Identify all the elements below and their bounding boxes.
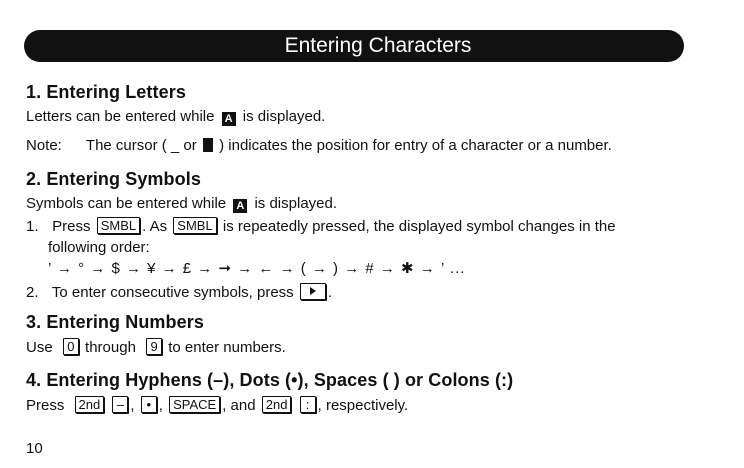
numbers-paragraph xyxy=(26,338,286,356)
colon-key: : xyxy=(300,396,316,413)
letters-paragraph xyxy=(26,108,325,126)
space-key: SPACE xyxy=(169,396,220,413)
second-key: 2nd xyxy=(262,396,292,413)
symbols-paragraph xyxy=(26,195,337,213)
smbl-key: SMBL xyxy=(97,217,140,234)
note-text-post: ) indicates the position for entry of a character or a number. xyxy=(219,137,612,154)
use-text: Use xyxy=(26,339,53,356)
smbl-key: SMBL xyxy=(173,217,216,234)
step-number: 2. xyxy=(26,284,39,301)
step-press-text: Press xyxy=(52,218,91,235)
symbols-text-post: is displayed. xyxy=(254,195,338,212)
play-triangle-icon xyxy=(310,287,316,295)
note-text-pre: The cursor ( _ or xyxy=(85,137,197,154)
step-2-text: To enter consecutive symbols, press xyxy=(51,284,294,301)
page-number: 10 xyxy=(26,440,43,457)
heading-entering-hyphens: 4. Entering Hyphens (–), Dots (•), Spaces ( ) or Colons (:) xyxy=(26,370,514,390)
alpha-indicator-icon: A xyxy=(222,112,236,126)
letters-text-pre: Letters can be entered while xyxy=(26,108,215,125)
and-text: , and xyxy=(222,397,256,414)
hyphens-paragraph xyxy=(26,396,408,414)
symbols-step-2 xyxy=(26,283,332,301)
step-number: 1. xyxy=(26,218,39,235)
press-text: Press xyxy=(26,397,65,414)
second-key: 2nd xyxy=(75,396,105,413)
heading-entering-numbers: 3. Entering Numbers xyxy=(26,312,204,332)
comma: , xyxy=(158,397,163,414)
alpha-indicator-icon: A xyxy=(233,199,247,213)
note-label: Note: xyxy=(26,137,62,154)
heading-entering-letters: 1. Entering Letters xyxy=(26,82,186,102)
banner-title: Entering Characters xyxy=(284,34,472,57)
nine-key: 9 xyxy=(146,338,162,355)
through-text: through xyxy=(85,339,136,356)
comma: , xyxy=(130,397,135,414)
respectively-text: , respectively. xyxy=(317,397,409,414)
note-paragraph xyxy=(26,137,612,154)
symbol-sequence: ’ → ° → $ → ¥ → £ → ➞ → ← → ( → ) → # → ✱ → ’ ... xyxy=(48,260,466,277)
letters-text-post: is displayed. xyxy=(242,108,326,125)
numbers-post-text: to enter numbers. xyxy=(168,339,286,356)
block-cursor-icon xyxy=(203,138,213,152)
step-2-end: . xyxy=(327,284,333,301)
heading-entering-symbols: 2. Entering Symbols xyxy=(26,169,201,189)
hyphen-key: – xyxy=(112,396,128,413)
symbols-step-1 xyxy=(26,217,616,235)
symbols-text-pre: Symbols can be entered while xyxy=(26,195,227,212)
section-banner xyxy=(24,30,684,62)
zero-key: 0 xyxy=(63,338,79,355)
step-post-text: is repeatedly pressed, the displayed symbol changes in the xyxy=(222,218,616,235)
dot-key: • xyxy=(141,396,157,413)
step-mid-text: . As xyxy=(142,218,168,235)
step-continuation: following order: xyxy=(48,239,150,256)
right-arrow-key xyxy=(300,283,326,300)
